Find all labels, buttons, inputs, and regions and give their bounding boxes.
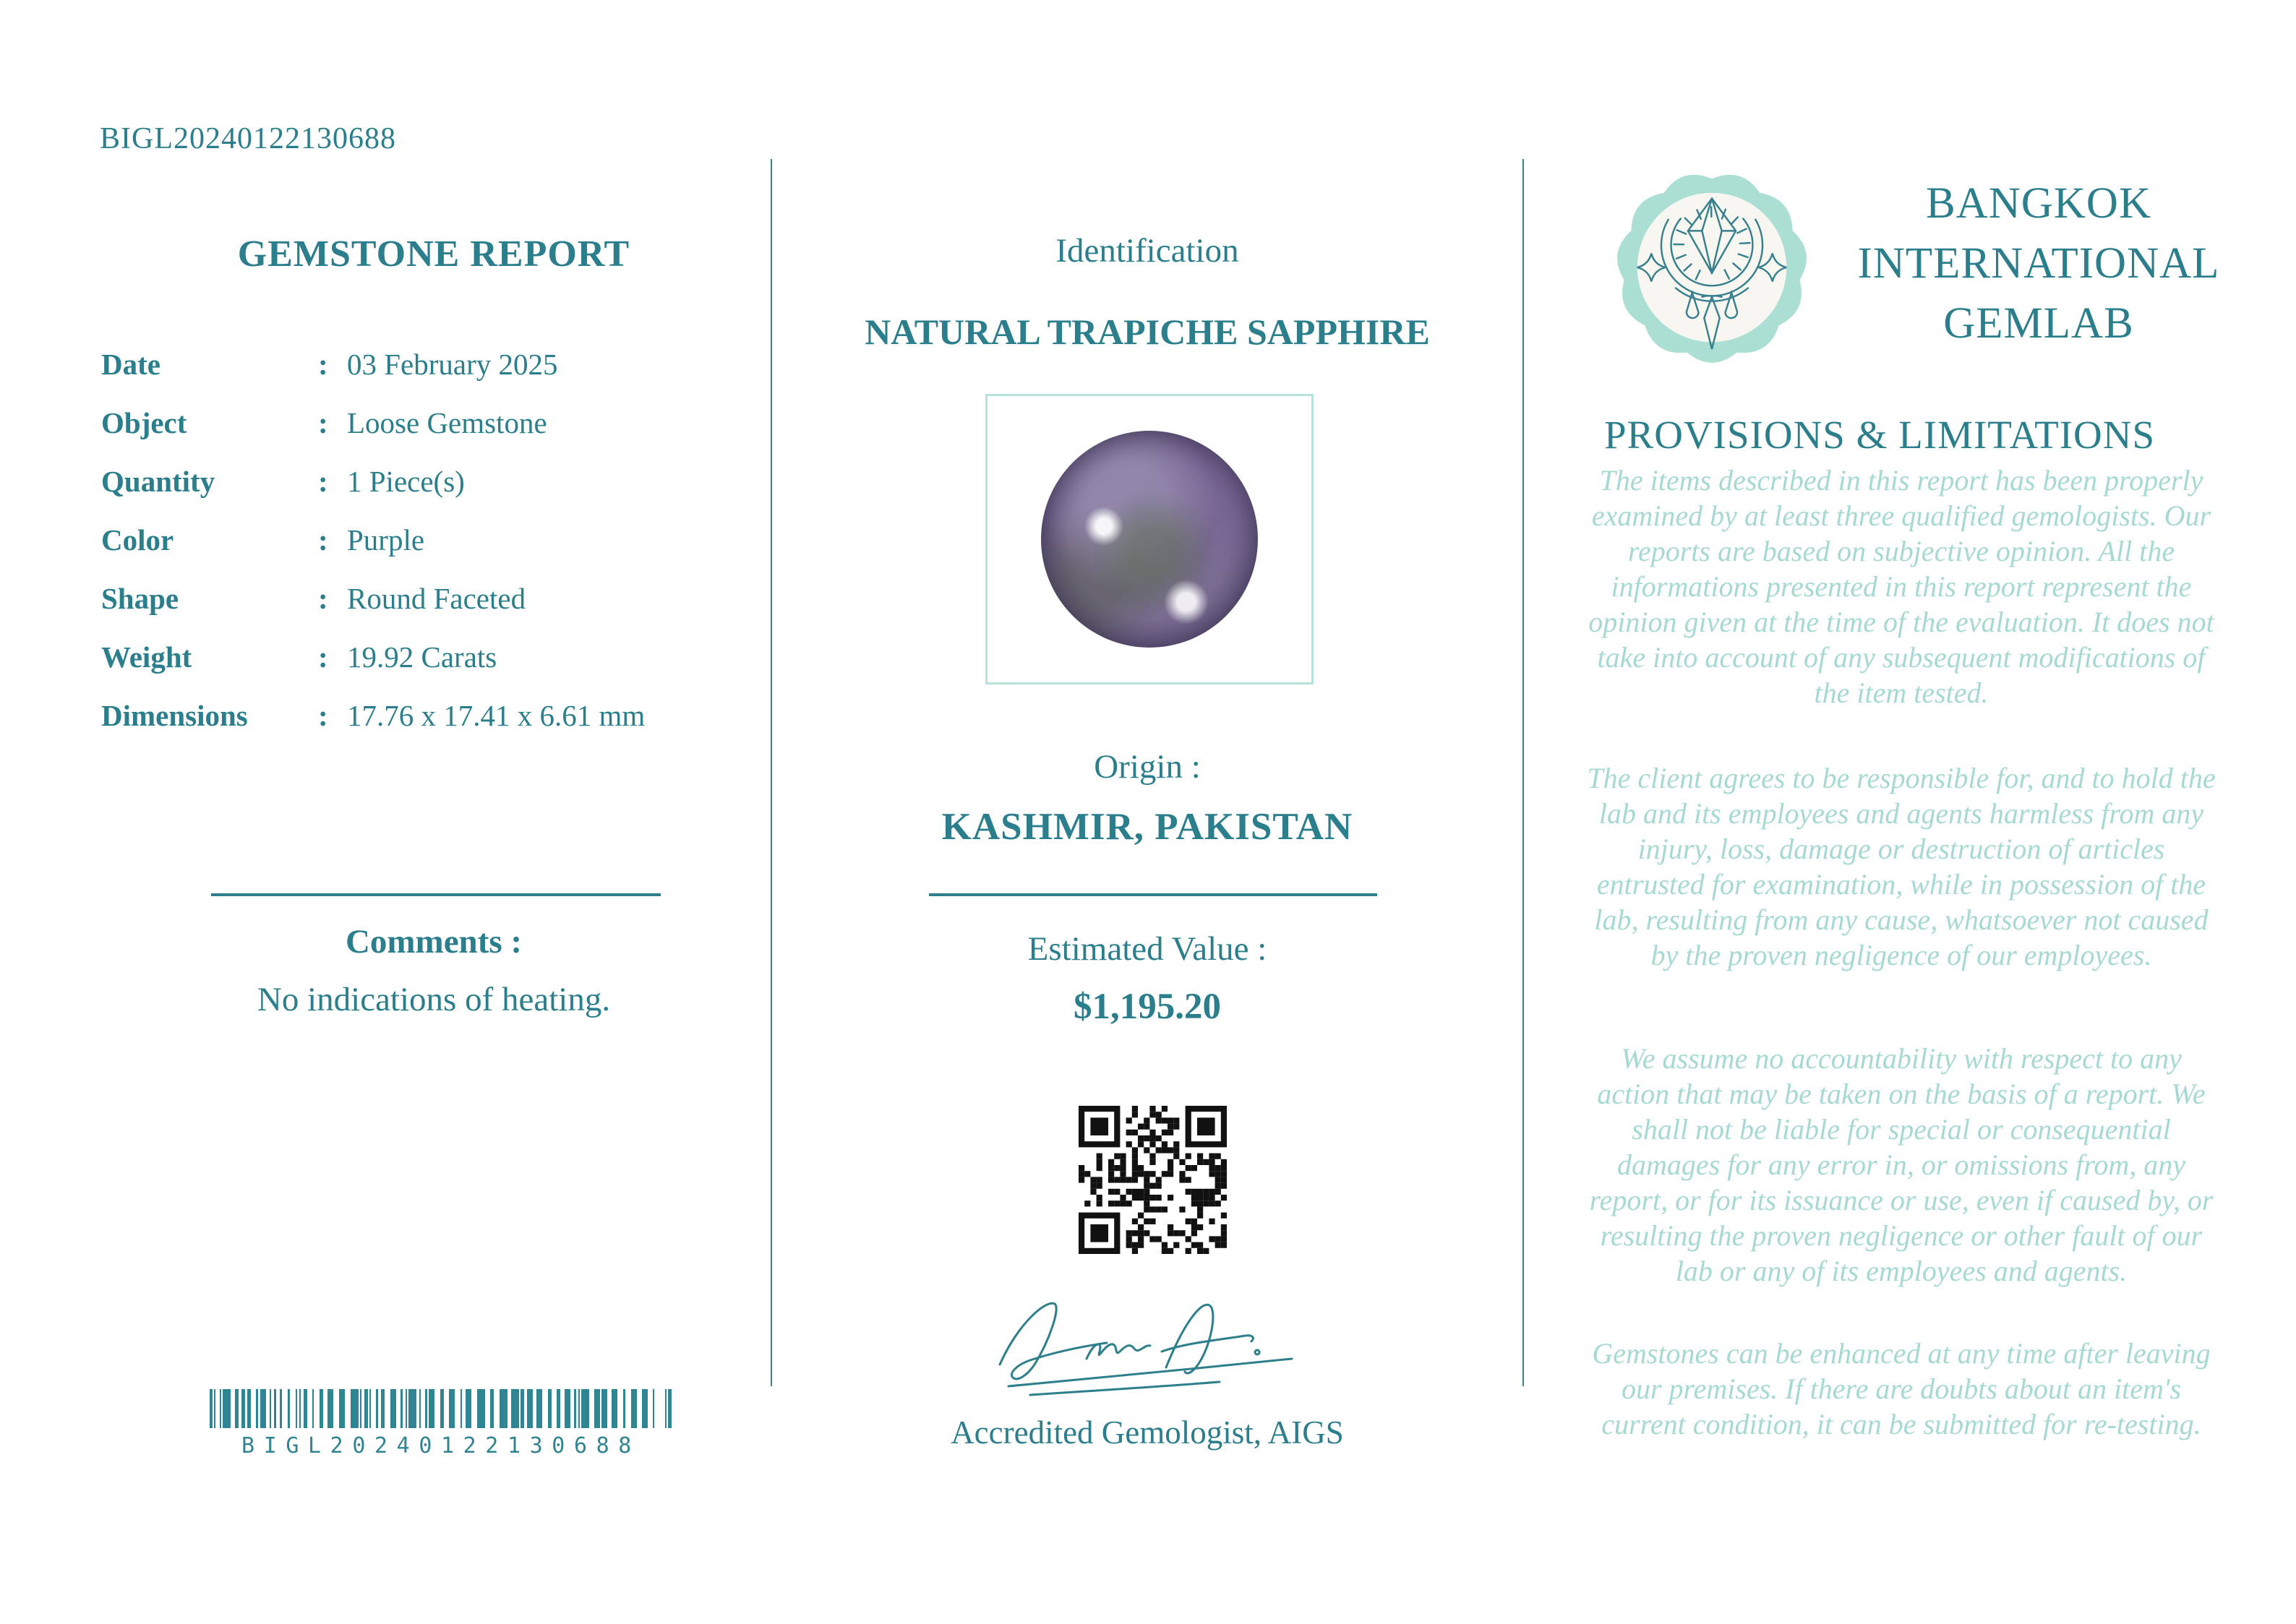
column-divider-right [1522,159,1524,1386]
barcode-bars [210,1389,672,1428]
gem-photo [1041,431,1258,648]
comments-label: Comments : [345,923,523,961]
table-row [101,686,766,744]
estimated-value: $1,195.20 [1074,987,1221,1027]
field-colon: : [318,581,328,615]
signatory-title: Accredited Gemologist, AIGS [951,1414,1344,1451]
table-row [101,335,766,393]
provisions-paragraph: The client agrees to be responsible for, and to hold the lab and its employees and agents harmless from any injury, loss, damage or destruction of articles entrusted for examination, while in possession of the lab, resulting from any cause, whatsoever not caused by the proven negligence of our employees. [1587,762,2216,971]
field-colon: : [318,405,328,439]
field-label: Shape [101,581,179,615]
field-label: Object [101,405,187,439]
field-value: Loose Gemstone [347,405,547,439]
field-colon: : [318,347,328,381]
table-row [101,510,766,569]
barcode [209,1389,673,1458]
signature [980,1279,1312,1406]
estimated-value-label: Estimated Value : [1027,930,1267,968]
qr-code-image [1079,1106,1227,1254]
field-label: Weight [101,640,192,674]
comments-text: No indications of heating. [257,981,611,1018]
field-colon: : [318,640,328,674]
field-label: Color [101,523,174,557]
report-number: BIGL20240122130688 [100,122,396,155]
provisions-paragraph: Gemstones can be enhanced at any time after leaving our premises. If there are doubts about an item's current condition, it can be submitted for re-testing. [1592,1337,2211,1440]
signature-strokes [980,1279,1312,1406]
lab-name-line: BANGKOK [1926,179,2151,228]
provisions-heading: PROVISIONS & LIMITATIONS [1603,413,2156,457]
gem-photo-frame [985,394,1314,684]
lab-name [1836,173,2241,353]
origin-value: KASHMIR, PAKISTAN [941,806,1353,848]
report-title: GEMSTONE REPORT [237,233,630,275]
field-value: 17.76 x 17.41 x 6.61 mm [347,698,646,732]
barcode-text: BIGL20240122130688 [241,1433,641,1458]
comments-divider-line [211,893,661,896]
field-label: Date [101,347,160,381]
table-row [101,452,766,510]
lab-name-line: INTERNATIONAL [1857,239,2220,288]
field-colon: : [318,523,328,557]
origin-label: Origin : [1094,748,1201,786]
value-divider-line [929,893,1377,896]
field-colon: : [318,464,328,498]
field-value: 1 Piece(s) [347,464,465,498]
table-row [101,569,766,627]
table-row [101,393,766,452]
qr-code [1079,1106,1227,1254]
field-value: 19.92 Carats [347,640,497,674]
identification-heading: Identification [1055,232,1239,270]
lab-name-line: GEMLAB [1943,299,2134,348]
table-row [101,627,766,686]
field-label: Quantity [101,464,215,498]
field-label: Dimensions [101,698,248,732]
field-colon: : [318,698,328,732]
field-value: 03 February 2025 [347,347,558,381]
gem-name: NATURAL TRAPICHE SAPPHIRE [865,312,1430,352]
field-value: Purple [347,523,425,557]
lab-logo-badge [1606,162,1817,373]
field-value: Round Faceted [347,581,526,615]
provisions-paragraph: We assume no accountability with respect to any action that may be taken on the basis of a report. We shall not be liable for special or consequential damages for any error in, or omissions from, any report, or for its issuance or use, even if caused by, or resulting the proven negligence or other fault of our lab or any of its employees and agents. [1589,1042,2214,1287]
gem-pendant-icon [1606,162,1817,373]
report-fields-table [101,335,766,744]
provisions-paragraph: The items described in this report has been properly examined by at least three qualified gemologists. Our reports are based on subjective opinion. All the informations presented in this report represent the opinion given at the time of the evaluation. It does not take into account of any subsequent modifications of the item tested. [1588,464,2214,709]
